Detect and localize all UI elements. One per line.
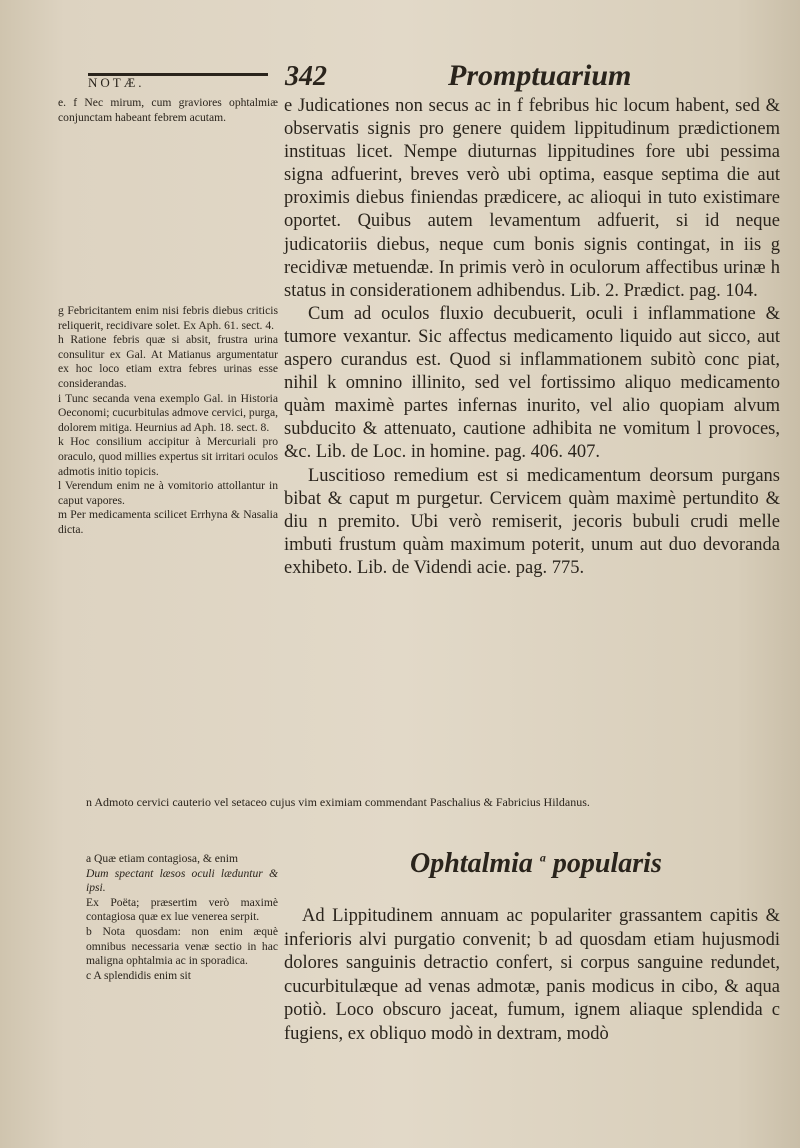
margin-note: m Per medicamenta scilicet Errhyna & Nasalia dicta. xyxy=(58,508,278,536)
margin-note: h Ratione febris quæ si absit, frustra urina consulitur ex Gal. At Matianus argumentatur ex hoc loco etiam extra febres urinas esse considerandas. xyxy=(58,333,278,390)
notes-column-label: NOTÆ. xyxy=(88,75,145,90)
main-paragraph: Luscitioso remedium est si medicamentum deorsum purgans bibat & caput m purgetur. Cervicem quàm maximè pertundito & diu n premito. Ubi verò remiserit, jecoris bubuli crudi melle imbuti frustum quàm maximum poterit, unum aut duo devoranda exhibeto. Lib. de Videndi acie. pag. 775. xyxy=(284,465,780,578)
section-title-word: Ophtalmia xyxy=(410,848,533,879)
margin-note: k Hoc consilium accipitur à Mercuriali pro oraculo, quod millies expertus sit irritari oculos admotis initio topicis. xyxy=(58,435,278,478)
main-text-block xyxy=(284,95,780,580)
margin-note: a Quæ etiam contagiosa, & enim xyxy=(86,852,238,865)
section-paragraph: Ad Lippitudinem annuam ac populariter grassantem capitis & inferioris alvi purgatio convenit; b ad quosdam etiam hujusmodi dolores sanguinis detractio confert, si corpus sanguine redundet, cucurbitulæque ad venas admotæ, panis modicus in cibo, & aqua potiò. Loco obscuro jaceat, fumum, ignem aliaque splendida c fugiens, ex obliquo modò in dextram, modò xyxy=(284,906,780,1044)
main-paragraph: e Judicationes non secus ac in f febribus hic locum habent, sed & observatis signis pro genere quidem lippitudinum prædictionem instituas licet. Nempe diuturnas lippitudines fore ubi pessima signa adfuerint, breves verò ubi optima, easque septima die aut proximis diebus finiendas prædicere, ac alioqui in tuto existimare oportet. Quibus autem levamentum adfuerit, si id neque judicatoriis diebus, neque cum bonis signis contingat, in iis g recidivæ metuendæ. In primis verò in oculorum affectibus urinæ h status in considerationem adhibendus. Lib. 2. Prædict. pag. 104. xyxy=(284,96,780,301)
page-number: 342 xyxy=(285,61,327,92)
section-heading xyxy=(410,848,662,880)
section-title-marker: a xyxy=(539,850,546,865)
margin-note: e. f Nec mirum, cum graviores ophtalmiæ conjunctam habeant febrem acutam. xyxy=(58,96,278,124)
margin-note: g Febricitantem enim nisi febris diebus criticis reliquerit, recidivare solet. Ex Aph. 61. sect. 4. xyxy=(58,304,278,332)
section-title-rest: popularis xyxy=(552,848,662,879)
margin-notes-top xyxy=(58,96,278,126)
margin-note: c A splendidis enim sit xyxy=(86,968,191,982)
page-header xyxy=(0,55,800,95)
main-paragraph: Cum ad oculos fluxio decubuerit, oculi i inflammatione & tumore vexantur. Sic affectus medicamento liquido aut sicco, aut aspero curandus est. Quod si inflammationem subitò conc piat, nihil k omnino illinito, sed vel fortissimo aliquo medicamento quàm maximè partes infernas inurito, vel alio quopiam alvum subducito & attenuato, cautione adhibita ne vomitum l provoces, &c. Lib. de Loc. in homine. pag. 406. 407. xyxy=(284,303,780,463)
footnote-text: n Admoto cervici cauterio vel setaceo cujus vim eximiam commendant Paschalius & Fabricius Hildanus. xyxy=(86,795,590,809)
margin-note: i Tunc secanda vena exemplo Gal. in Historia Oeconomi; cucurbitulas admove cervici, purga, dolorem mitiga. Heurnius ad Aph. 18. sect. 8. xyxy=(58,391,278,434)
running-title: Promptuarium xyxy=(448,59,632,92)
margin-note-verse: Dum spectant læsos oculi læduntur & ipsi. xyxy=(86,866,278,895)
footnote-wide xyxy=(86,794,706,810)
section-text-block xyxy=(284,905,780,1047)
margin-note: b Nota quosdam: non enim æquè omnibus necessaria venæ sectio in hac maligna ophtalmia ac in sporadica. xyxy=(86,924,278,968)
margin-notes-bottom xyxy=(86,852,278,983)
margin-note: l Verendum enim ne à vomitorio attollantur in caput vapores. xyxy=(58,479,278,507)
margin-note: Ex Poëta; præsertim verò maximè contagiosa quæ ex lue venerea serpit. xyxy=(86,895,278,924)
margin-notes-middle xyxy=(58,304,278,538)
